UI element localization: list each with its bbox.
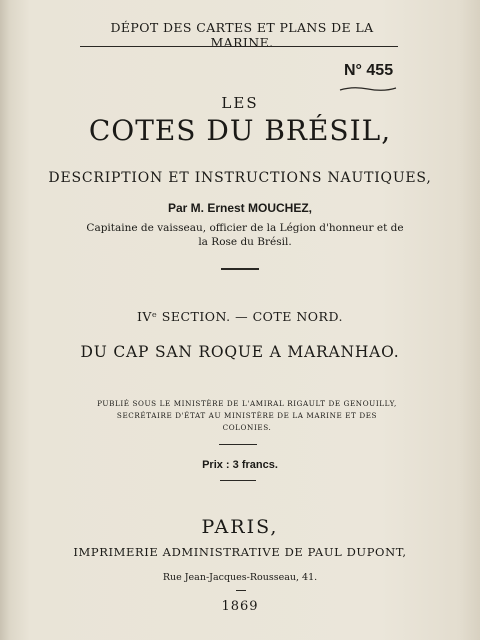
author-name: Par M. Ernest MOUCHEZ, <box>167 201 313 215</box>
price: Prix : 3 francs. <box>202 459 278 471</box>
publication-note: PUBLIÉ SOUS LE MINISTÈRE DE L'AMIRAL RIGAULT DE GENOUILLY, SECRÉTAIRE D'ÉTAT AU MINISTÈRE DE LA MARINE ET DES COLONIES. <box>97 399 397 432</box>
price-divider-top <box>219 444 257 445</box>
flourish-ornament <box>338 84 398 94</box>
imprint-printer: IMPRIMERIE ADMINISTRATIVE DE PAUL DUPONT, <box>73 545 407 559</box>
year-divider <box>236 590 246 591</box>
route-title: DU CAP SAN ROQUE A MARANHAO. <box>80 343 400 361</box>
main-title: COTES DU BRÉSIL, <box>88 114 392 147</box>
price-divider-bottom <box>220 480 256 481</box>
imprint-year: 1869 <box>221 599 259 614</box>
section-divider <box>221 268 259 270</box>
header-divider <box>80 46 398 47</box>
catalog-number: N° 455 <box>344 62 394 79</box>
subtitle: DESCRIPTION ET INSTRUCTIONS NAUTIQUES, <box>48 170 432 186</box>
publisher-header: DÉPOT DES CARTES ET PLANS DE LA MARINE. <box>110 20 374 50</box>
imprint-address: Rue Jean-Jacques-Rousseau, 41. <box>162 572 318 583</box>
author-credentials: Capitaine de vaisseau, officier de la Légion d'honneur et de la Rose du Brésil. <box>86 222 404 248</box>
imprint-city: PARIS, <box>201 516 279 538</box>
section-label: IVᵉ SECTION. — COTE NORD. <box>136 309 343 324</box>
title-article: LES <box>221 94 259 112</box>
